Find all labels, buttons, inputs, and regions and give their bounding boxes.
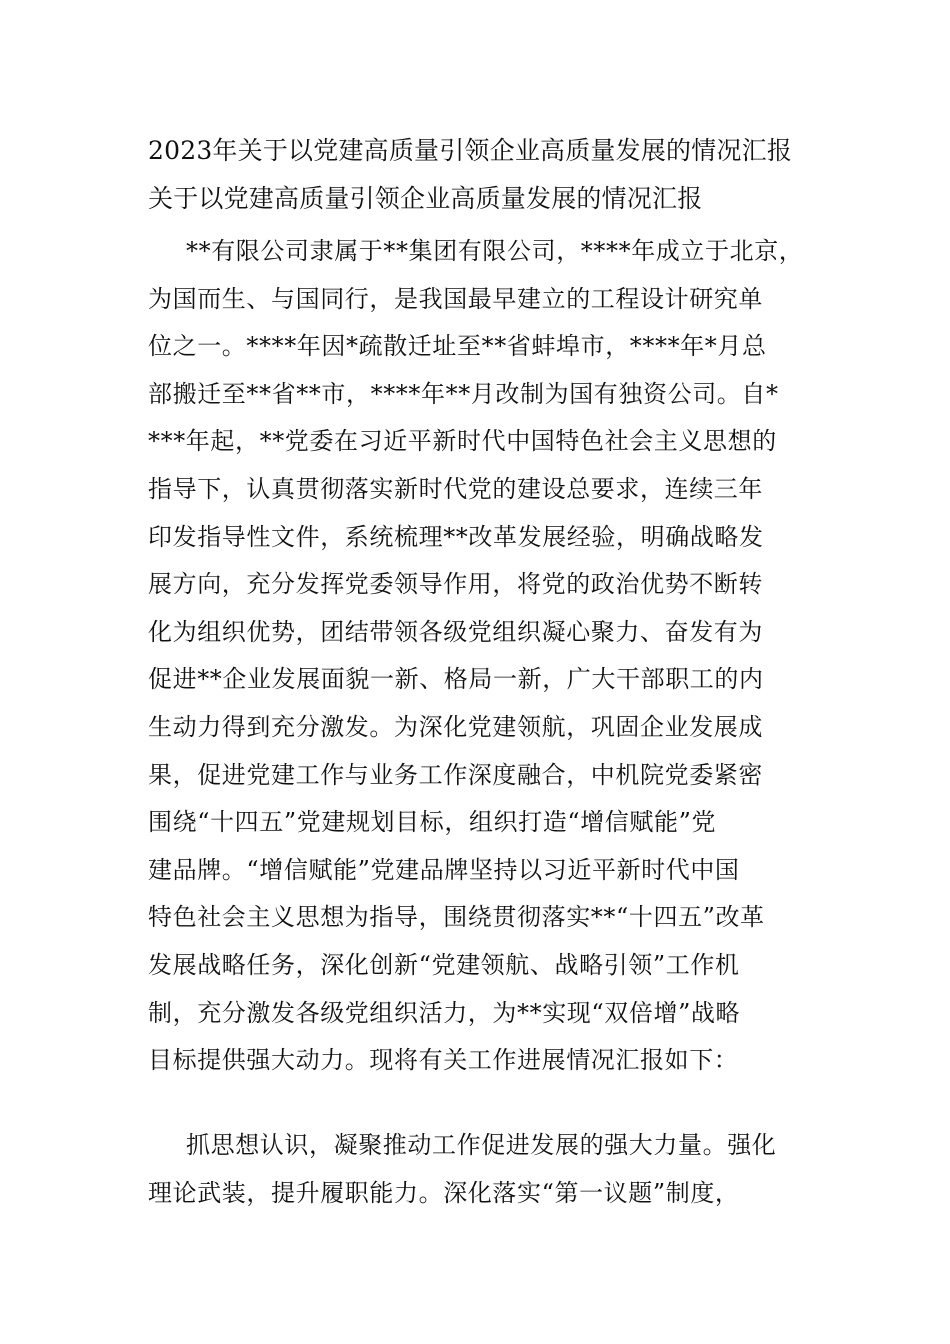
paragraph-2 — [148, 1122, 776, 1217]
paragraph-line: 化为组织优势，团结带领各级党组织凝心聚力、奋发有为 — [148, 617, 763, 646]
paragraph-line: ***年起，**党委在习近平新时代中国特色社会主义思想的 — [148, 427, 777, 456]
paragraph-1 — [148, 228, 803, 1085]
paragraph-line: **有限公司隶属于**集团有限公司，****年成立于北京， — [186, 237, 804, 265]
paragraph-line: 建品牌。“增信赋能”党建品牌坚持以习近平新时代中国 — [148, 855, 740, 884]
paragraph-line: 发展战略任务，深化创新“党建领航、战略引领”工作机 — [148, 950, 740, 979]
paragraph-line: 围绕“十四五”党建规划目标，组织打造“增信赋能”党 — [148, 808, 717, 837]
paragraph-line: 为国而生、与国同行，是我国最早建立的工程设计研究单 — [148, 284, 763, 313]
paragraph-line: 指导下，认真贯彻落实新时代党的建设总要求，连续三年 — [148, 474, 763, 503]
paragraph-line: 抓思想认识，凝聚推动工作促进发展的强大力量。强化 — [186, 1131, 777, 1159]
document-title: 2023年关于以党建高质量引领企业高质量发展的情况汇报 — [148, 136, 793, 165]
paragraph-line: 特色社会主义思想为指导，围绕贯彻落实**“十四五”改革 — [148, 903, 765, 932]
document-subtitle: 关于以党建高质量引领企业高质量发展的情况汇报 — [148, 184, 703, 213]
paragraph-line: 生动力得到充分激发。为深化党建领航，巩固企业发展成 — [148, 712, 763, 741]
paragraph-line: 目标提供强大动力。现将有关工作进展情况汇报如下： — [148, 1046, 739, 1075]
paragraph-line: 促进**企业发展面貌一新、格局一新，广大干部职工的内 — [148, 665, 764, 694]
paragraph-line: 果，促进党建工作与业务工作深度融合，中机院党委紧密 — [148, 760, 763, 789]
paragraph-line: 印发指导性文件，系统梳理**改革发展经验，明确战略发 — [148, 522, 764, 551]
paragraph-line: 制，充分激发各级党组织活力，为**实现“双倍增”战略 — [148, 998, 741, 1027]
paragraph-line: 理论武装，提升履职能力。深化落实“第一议题”制度， — [148, 1178, 740, 1207]
paragraph-line: 位之一。****年因*疏散迁址至**省蚌埠市，****年*月总 — [148, 332, 767, 361]
paragraph-line: 展方向，充分发挥党委领导作用，将党的政治优势不断转 — [148, 570, 763, 599]
paragraph-line: 部搬迁至**省**市，****年**月改制为国有独资公司。自* — [148, 379, 779, 408]
